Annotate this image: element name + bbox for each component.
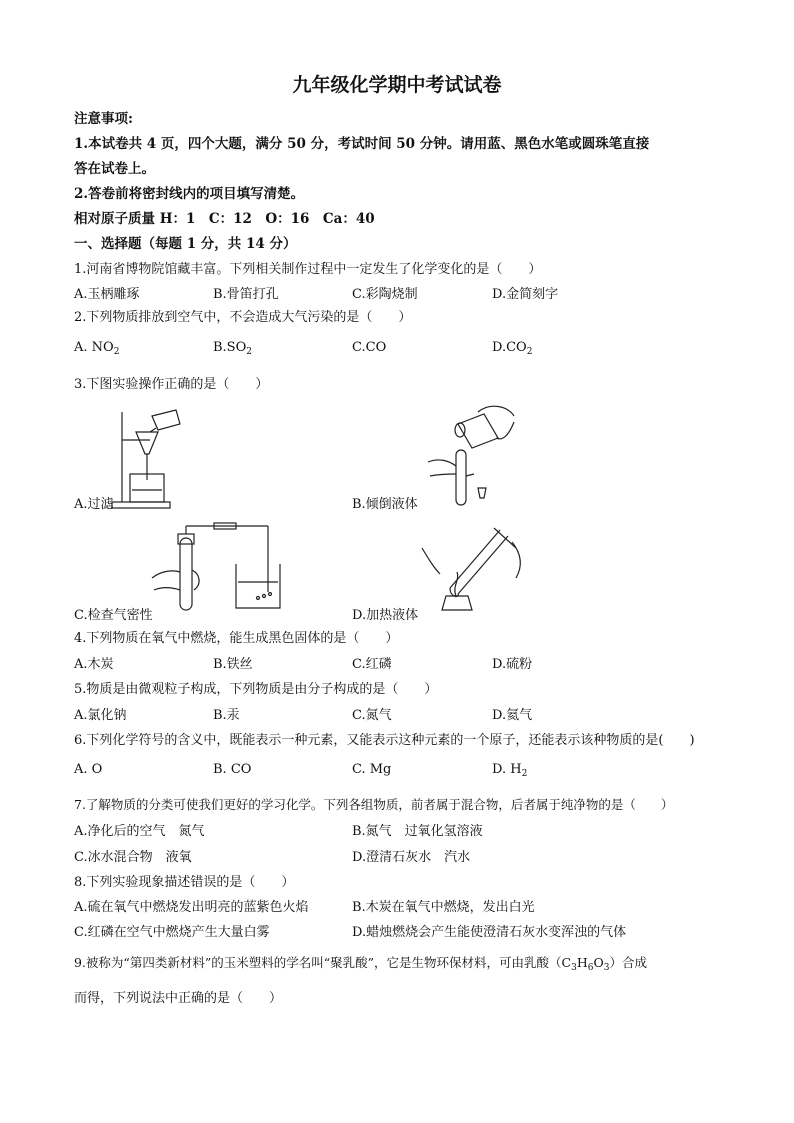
question-5-stem: 5.物质是由微观粒子构成，下列物质是由分子构成的是（ ） [74,682,438,697]
q2-option-d: $D.CO_2$ [492,340,533,357]
question-1-stem: 1.河南省博物院馆藏丰富。下列相关制作过程中一定发生了化学变化的是（ ） [74,262,542,277]
q7-option-a: A.净化后的空气 氮气 [74,824,205,839]
q4-option-b: B.铁丝 [213,657,253,672]
q7-option-d: D.澄清石灰水 汽水 [352,850,471,865]
question-6-stem: 6.下列化学符号的含义中，既能表示一种元素，又能表示这种元素的一个原子，还能表示该种物质的是( ) [74,733,695,748]
notice-item-1: 1.本试卷共 4 页，四个大题，满分 50 分，考试时间 50 分钟。请用蓝、黑色水笔或圆珠笔直接 [74,136,650,152]
q5-option-d: D.氦气 [492,708,533,723]
q4-option-c: C.红磷 [352,657,392,672]
q2-option-a: A. $NO_2$ [74,340,120,357]
notice-heading: 注意事项: [74,111,133,127]
q6-option-c: C. Mg [352,762,392,777]
q3-option-d: D.加热液体 [352,608,419,623]
question-4-stem: 4.下列物质在氧气中燃烧，能生成黑色固体的是（ ） [74,631,399,646]
q8-option-b: B.木炭在氧气中燃烧，发出白光 [352,900,535,915]
q3-option-b: B.倾倒液体 [352,497,418,512]
lactic-acid-formula: $C_3H_6O_3$ [561,955,610,973]
q8-option-c: C.红磷在空气中燃烧产生大量白雾 [74,925,270,940]
question-3-stem: 3.下图实验操作正确的是（ ） [74,377,269,392]
question-8-stem: 8.下列实验现象描述错误的是（ ） [74,875,295,890]
filtration-apparatus-figure [106,402,196,512]
q2-option-c: C.CO [352,340,387,355]
question-2-stem: 2.下列物质排放到空气中，不会造成大气污染的是（ ） [74,310,412,325]
pouring-liquid-figure [418,402,528,512]
section-heading: 一、选择题（每题 1 分，共 14 分） [74,236,297,252]
q5-option-a: A.氯化钠 [74,708,127,723]
q7-option-c: C.冰水混合物 液氧 [74,850,192,865]
question-9-stem-cont: 而得，下列说法中正确的是（ ） [74,991,283,1006]
q3-option-c: C.检查气密性 [74,608,153,623]
question-7-stem: 7.了解物质的分类可使我们更好的学习化学。下列各组物质，前者属于混合物，后者属于纯净物的是（ ） [74,797,674,812]
atomic-mass-line: 相对原子质量 H：1 C：12 O：16 Ca：40 [74,211,375,227]
q1-option-b: B.骨笛打孔 [213,287,279,302]
q5-option-b: B.汞 [213,708,240,723]
q2-option-b: $B.SO_2$ [213,340,252,357]
q6-option-b: B. CO [213,762,252,777]
q8-option-d: D.蜡烛燃烧会产生能使澄清石灰水变浑浊的气体 [352,925,627,940]
question-9-stem: 9.被称为“第四类新材料”的玉米塑料的学名叫“聚乳酸”，它是生物环保材料，可由乳酸$(C_3H_6O_3)$合成 [74,955,647,973]
q4-option-a: A.木炭 [74,657,114,672]
q1-option-a: A.玉柄雕琢 [74,287,140,302]
q8-option-a: A.硫在氧气中燃烧发出明亮的蓝紫色火焰 [74,900,309,915]
q1-option-c: C.彩陶烧制 [352,287,418,302]
q5-option-c: C.氮气 [352,708,392,723]
q7-option-b: B.氮气 过氧化氢溶液 [352,824,483,839]
q6-option-d: D. $H_2$ [492,762,528,779]
notice-item-1-cont: 答在试卷上。 [74,161,155,177]
page-title: 九年级化学期中考试试卷 [292,74,502,96]
airtightness-check-figure [150,520,285,615]
q1-option-d: D.金简刻字 [492,287,559,302]
heating-liquid-figure [420,518,530,618]
q4-option-d: D.硫粉 [492,657,533,672]
q6-option-a: A. O [74,762,103,777]
q3-option-a: A.过滤 [74,497,114,512]
notice-item-2: 2.答卷前将密封线内的项目填写清楚。 [74,186,305,202]
